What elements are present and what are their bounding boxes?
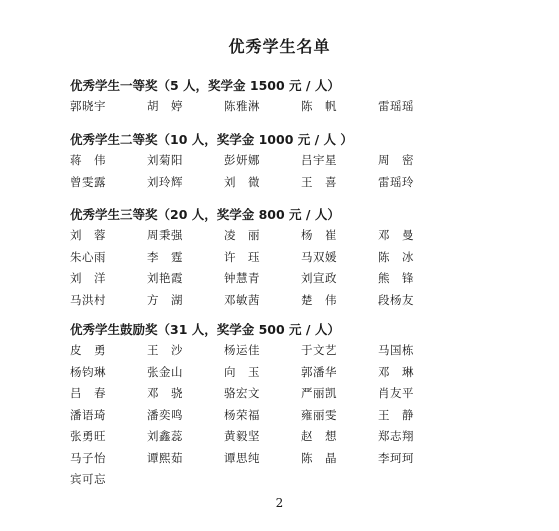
student-name: 刘鑫蕊 [147, 429, 183, 443]
student-name: 段杨友 [378, 292, 414, 307]
student-name: 向 玉 [224, 364, 260, 379]
student-name: 刘玲辉 [147, 174, 183, 189]
student-name: 杨荣福 [224, 407, 260, 422]
student-name: 刘菊阳 [147, 153, 183, 167]
student-name: 马国栋 [378, 343, 414, 357]
student-name: 邓 曼 [378, 228, 414, 242]
student-name: 杨运佳 [224, 343, 260, 357]
student-name: 周秉强 [147, 228, 183, 242]
student-name: 凌 丽 [224, 228, 260, 242]
student-name: 于文艺 [301, 343, 337, 357]
student-name: 张金山 [147, 364, 183, 379]
student-name: 黄毅坚 [224, 429, 260, 443]
student-name: 刘艳霞 [147, 271, 183, 285]
student-name: 谭熙茹 [147, 450, 183, 465]
student-name: 陈 帆 [301, 99, 337, 113]
student-name: 方 湖 [147, 292, 183, 307]
student-name: 雍丽雯 [301, 407, 337, 422]
section-encouragement-prize [70, 320, 510, 491]
student-name: 马双媛 [301, 249, 337, 264]
student-name: 李珂珂 [378, 450, 414, 465]
document-title: 优秀学生名单 [228, 37, 331, 56]
name-list [70, 150, 510, 193]
student-name: 陈 冰 [378, 249, 414, 264]
student-name: 肖友平 [378, 386, 414, 400]
student-name: 许 珏 [224, 249, 260, 264]
student-name: 皮 勇 [70, 343, 106, 357]
student-name: 邓敏茜 [224, 292, 260, 307]
student-name: 吕宇星 [301, 153, 337, 167]
name-list [70, 340, 510, 491]
student-name: 雷瑶玲 [378, 174, 414, 189]
student-name: 陈雅淋 [224, 99, 260, 113]
student-name: 雷瑶瑶 [378, 99, 414, 113]
student-name: 王 静 [378, 407, 414, 422]
student-name: 刘 蓉 [70, 228, 106, 242]
section-heading: 优秀学生三等奖（20 人，奖学金 800 元 / 人） [70, 207, 340, 222]
student-name: 刘 微 [224, 174, 260, 189]
student-name: 胡 婷 [147, 99, 183, 113]
page-number: 2 [275, 496, 284, 510]
student-name: 杨 崔 [301, 228, 337, 242]
student-name: 熊 锋 [378, 271, 414, 285]
student-name: 刘宣政 [301, 271, 337, 285]
section-third-prize [70, 205, 510, 311]
student-name: 邓 骁 [147, 386, 183, 400]
section-heading: 优秀学生鼓励奖（31 人，奖学金 500 元 / 人） [70, 322, 340, 337]
student-name: 刘 洋 [70, 271, 106, 285]
student-name: 严丽凯 [301, 386, 337, 400]
student-name: 王 喜 [301, 174, 337, 189]
student-name: 楚 伟 [301, 292, 337, 307]
student-name: 邓 琳 [378, 364, 414, 379]
student-name: 郭潘华 [301, 364, 337, 379]
student-name: 马洪村 [70, 292, 106, 307]
section-second-prize [70, 130, 510, 193]
student-name: 李 霆 [147, 249, 183, 264]
student-name: 宾可忘 [70, 472, 106, 486]
student-name: 杨钧琳 [70, 364, 106, 379]
student-name: 郭晓宇 [70, 99, 106, 113]
student-name: 潘语琦 [70, 407, 106, 422]
name-list [70, 96, 510, 118]
section-first-prize [70, 76, 510, 118]
student-name: 潘奕鸣 [147, 407, 183, 422]
student-name: 王 沙 [147, 343, 183, 357]
student-name: 朱心雨 [70, 249, 106, 264]
student-name: 谭思纯 [224, 450, 260, 465]
section-heading: 优秀学生一等奖（5 人，奖学金 1500 元 / 人） [70, 78, 340, 93]
student-name: 吕 春 [70, 386, 106, 400]
student-name: 骆宏文 [224, 386, 260, 400]
student-name: 钟慧青 [224, 271, 260, 285]
student-name: 周 密 [378, 153, 414, 167]
student-name: 陈 晶 [301, 450, 337, 465]
student-name: 曾雯露 [70, 174, 106, 189]
name-list [70, 225, 510, 311]
student-name: 马子怡 [70, 450, 106, 465]
student-name: 张勇旺 [70, 429, 106, 443]
student-name: 蒋 伟 [70, 153, 106, 167]
student-name: 郑志翔 [378, 429, 414, 443]
section-heading: 优秀学生二等奖（10 人，奖学金 1000 元 / 人 ） [70, 132, 353, 147]
student-name: 彭妍娜 [224, 153, 260, 167]
student-name: 赵 想 [301, 429, 337, 443]
